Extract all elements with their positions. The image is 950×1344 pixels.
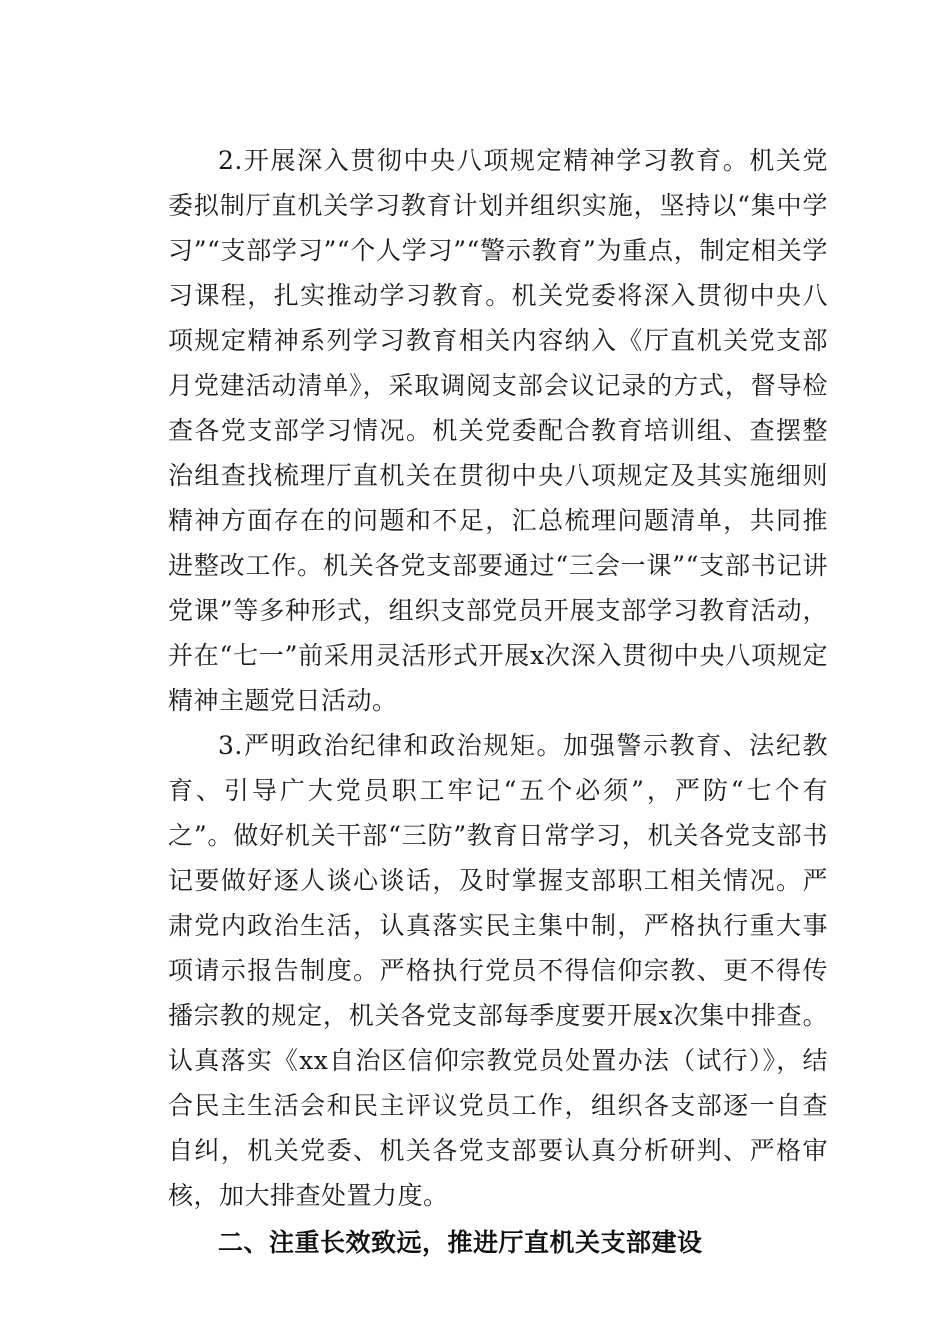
- section-heading: 二、注重长效致远，推进厅直机关支部建设: [218, 1228, 703, 1257]
- paragraph-item-3: 3.严明政治纪律和政治规矩。加强警示教育、法纪教育、引导广大党员职工牢记“五个必须”，严防“七个有之”。做好机关干部“三防”教育日常学习，机关各党支部书记要做好逐人谈心谈话，及时掌握支部职工相关情况。严肃党内政治生活，认真落实民主集中制，严格执行重大事项请示报告制度。严格执行党员不得信仰宗教、更不得传播宗教的规定，机关各党支部每季度要开展x次集中排查。认真落实《xx自治区信仰宗教党员处置办法（试行）》，结合民主生活会和民主评议党员工作，组织各支部逐一自查自纠，机关党委、机关各党支部要认真分析研判、严格审核，加大排查处置力度。: [168, 731, 828, 1210]
- document-body: [168, 138, 828, 1265]
- paragraph-item-2: 2.开展深入贯彻中央八项规定精神学习教育。机关党委拟制厅直机关学习教育计划并组织实施，坚持以“集中学习”“支部学习”“个人学习”“警示教育”为重点，制定相关学习课程，扎实推动学习教育。机关党委将深入贯彻中央八项规定精神系列学习教育相关内容纳入《厅直机关党支部月党建活动清单》，采取调阅支部会议记录的方式，督导检查各党支部学习情况。机关党委配合教育培训组、查摆整治组查找梳理厅直机关在贯彻中央八项规定及其实施细则精神方面存在的问题和不足，汇总梳理问题清单，共同推进整改工作。机关各党支部要通过“三会一课”“支部书记讲党课”等多种形式，组织支部党员开展支部学习教育活动，并在“七一”前采用灵活形式开展x次深入贯彻中央八项规定精神主题党日活动。: [168, 146, 828, 715]
